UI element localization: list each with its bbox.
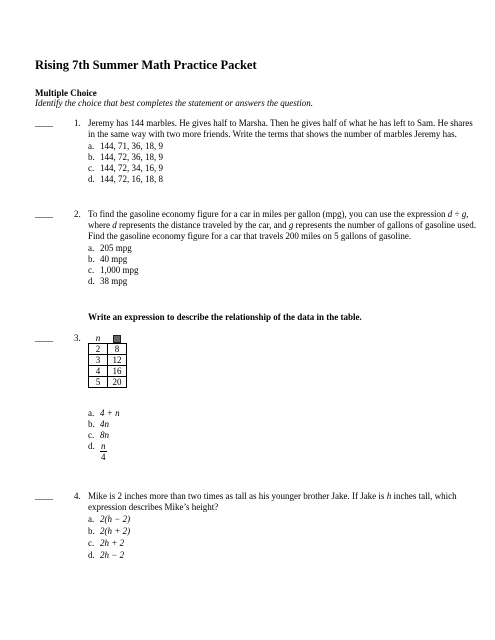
table-cell: 2: [89, 344, 108, 355]
question-number-3: 3.: [74, 333, 81, 343]
choice-3c[interactable]: c. 8n: [88, 430, 109, 440]
section-heading: Multiple Choice: [35, 88, 97, 98]
table-cell: 3: [89, 355, 108, 366]
question-number-4: 4.: [74, 491, 81, 501]
page-title: Rising 7th Summer Math Practice Packet: [35, 58, 257, 72]
table-cell: 16: [108, 366, 127, 377]
answer-blank-3[interactable]: ____: [35, 333, 53, 343]
table-cell: 12: [108, 355, 127, 366]
table-header-n: n: [89, 333, 108, 344]
fraction: $\frac{n}{4}$: [101, 441, 106, 462]
section-instruction: Identify the choice that best completes the statement or answers the question.: [35, 98, 313, 108]
answer-blank-1[interactable]: ____: [35, 118, 53, 128]
choice-4c[interactable]: c. 2h + 2: [88, 538, 125, 548]
data-table: [88, 333, 127, 388]
choice-4b[interactable]: b. 2(h + 2): [88, 526, 131, 536]
choice-2b[interactable]: b. 40 mpg: [88, 254, 128, 264]
choice-3b[interactable]: b. 4n: [88, 419, 109, 429]
choice-2a[interactable]: a. 205 mpg: [88, 243, 132, 253]
question-text-2: To find the gasoline economy figure for a car in miles per gallon (mpg), you can use the expression d ÷ g, where d represents the distance traveled by the car, and g represents the number of gallons of gasoline used. Find the gasoline economy figure for a car that travels 200 miles on 5 gallons of gasoline.: [88, 209, 477, 242]
choice-2c[interactable]: c. 1,000 mpg: [88, 265, 139, 275]
answer-blank-2[interactable]: ____: [35, 209, 53, 219]
question-text-1: Jeremy has 144 marbles. He gives half to Marsha. Then he gives half of what he has left to Sam. He shares in the same way with two more friends. Write the terms that shows the number of marbles Jeremy has.: [88, 118, 473, 140]
question-number-2: 2.: [74, 209, 81, 219]
table-cell: 20: [108, 377, 127, 388]
choice-3d[interactable]: d. $\frac{n}{4}$: [88, 441, 106, 462]
table-cell: 5: [89, 377, 108, 388]
table-cell: 8: [108, 344, 127, 355]
choice-1a[interactable]: a. 144, 71, 36, 18, 9: [88, 141, 163, 151]
choice-3a[interactable]: a. 4 + n: [88, 408, 120, 418]
expression: d ÷ g,: [447, 209, 469, 219]
choice-1c[interactable]: c. 144, 72, 34, 16, 9: [88, 163, 163, 173]
choice-1d[interactable]: d. 144, 72, 16, 18, 8: [88, 174, 163, 184]
question-text-4: Mike is 2 inches more than two times as tall as his younger brother Jake. If Jake is h inches tall, which expression describes Mike’s height?: [88, 491, 457, 513]
table-cell: 4: [89, 366, 108, 377]
choice-4a[interactable]: a. 2(h − 2): [88, 514, 131, 524]
square-symbol-icon: [108, 333, 127, 344]
table-directive: Write an expression to describe the relationship of the data in the table.: [88, 312, 362, 322]
question-number-1: 1.: [74, 118, 81, 128]
choice-4d[interactable]: d. 2h − 2: [88, 550, 125, 560]
choice-1b[interactable]: b. 144, 72, 36, 18, 9: [88, 152, 163, 162]
choice-2d[interactable]: d. 38 mpg: [88, 276, 128, 286]
answer-blank-4[interactable]: ____: [35, 491, 53, 501]
